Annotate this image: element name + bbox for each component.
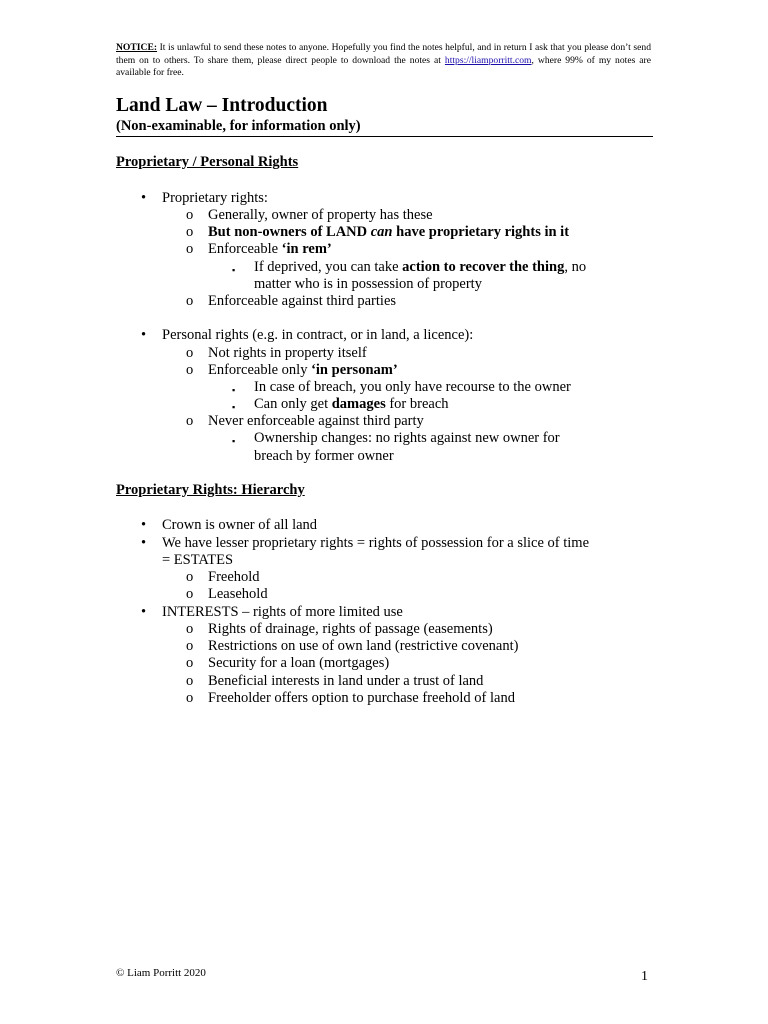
list-item: Freehold <box>208 569 260 585</box>
bullet-marker: • <box>141 327 147 343</box>
circle-marker: o <box>186 224 194 240</box>
list-item: Rights of drainage, rights of passage (easements) <box>208 621 493 637</box>
list-item: But non-owners of LAND can have proprietary rights in it <box>208 224 570 240</box>
circle-marker: o <box>186 293 194 309</box>
list-item: Enforceable ‘in rem’ <box>208 241 332 257</box>
circle-marker: o <box>186 362 194 378</box>
list-item: Not rights in property itself <box>208 345 367 361</box>
square-marker: ▪ <box>232 402 236 412</box>
list-item: Restrictions on use of own land (restrictive covenant) <box>208 638 519 654</box>
circle-marker: o <box>186 586 194 602</box>
bullet-marker: • <box>141 517 147 533</box>
list-item: Ownership changes: no rights against new owner for <box>254 430 560 446</box>
list-item: INTERESTS – rights of more limited use <box>162 604 403 620</box>
list-item: Security for a loan (mortgages) <box>208 655 390 671</box>
bullet-marker: • <box>141 535 147 551</box>
notice-tail: , where 99% of my notes are available for free. <box>116 54 651 78</box>
bullet-marker: • <box>141 604 147 620</box>
circle-marker: o <box>186 207 194 223</box>
list-item-continuation: breach by former owner <box>254 448 394 464</box>
notice-body: It is unlawful to send these notes to anyone. Hopefully you find the notes helpful, and in return I ask that you please don’t send them on to others. To share them, please direct people to download the notes at <box>116 42 651 66</box>
circle-marker: o <box>186 673 194 689</box>
list-item: Enforceable against third parties <box>208 293 397 309</box>
footer-copyright: © Liam Porritt 2020 <box>116 967 206 979</box>
notice-label: NOTICE: <box>116 42 158 53</box>
section-heading-rights: Proprietary / Personal Rights <box>116 154 299 170</box>
title-divider <box>116 136 653 137</box>
circle-marker: o <box>186 413 194 429</box>
square-marker: ▪ <box>232 265 236 275</box>
bullet-marker: • <box>141 190 147 206</box>
page-number: 1 <box>641 969 648 984</box>
circle-marker: o <box>186 638 194 654</box>
section-heading-hierarchy: Proprietary Rights: Hierarchy <box>116 482 305 498</box>
circle-marker: o <box>186 569 194 585</box>
list-item: In case of breach, you only have recourse to the owner <box>254 379 571 395</box>
list-item: Personal rights (e.g. in contract, or in land, a licence): <box>162 327 474 343</box>
list-item: Crown is owner of all land <box>162 517 318 533</box>
list-item: Leasehold <box>208 586 268 602</box>
circle-marker: o <box>186 345 194 361</box>
circle-marker: o <box>186 621 194 637</box>
list-item: Generally, owner of property has these <box>208 207 433 223</box>
circle-marker: o <box>186 655 194 671</box>
list-item: Beneficial interests in land under a trust of land <box>208 673 484 689</box>
list-item: Enforceable only ‘in personam’ <box>208 362 398 378</box>
notice-text <box>116 42 651 80</box>
square-marker: ▪ <box>232 385 236 395</box>
circle-marker: o <box>186 690 194 706</box>
circle-marker: o <box>186 241 194 257</box>
list-item: Can only get damages for breach <box>254 396 449 412</box>
list-item: Never enforceable against third party <box>208 413 424 429</box>
list-item: We have lesser proprietary rights = rights of possession for a slice of time <box>162 535 589 551</box>
list-item: Proprietary rights: <box>162 190 268 206</box>
page-subtitle: (Non-examinable, for information only) <box>116 118 361 134</box>
page-title: Land Law – Introduction <box>116 95 328 116</box>
square-marker: ▪ <box>232 436 236 446</box>
list-item-continuation: matter who is in possession of property <box>254 276 482 292</box>
list-item: If deprived, you can take action to recover the thing, no <box>254 259 587 275</box>
list-item: Freeholder offers option to purchase freehold of land <box>208 690 515 706</box>
list-item-continuation: = ESTATES <box>162 552 234 568</box>
website-link[interactable]: https://liamporritt.com <box>444 54 532 66</box>
